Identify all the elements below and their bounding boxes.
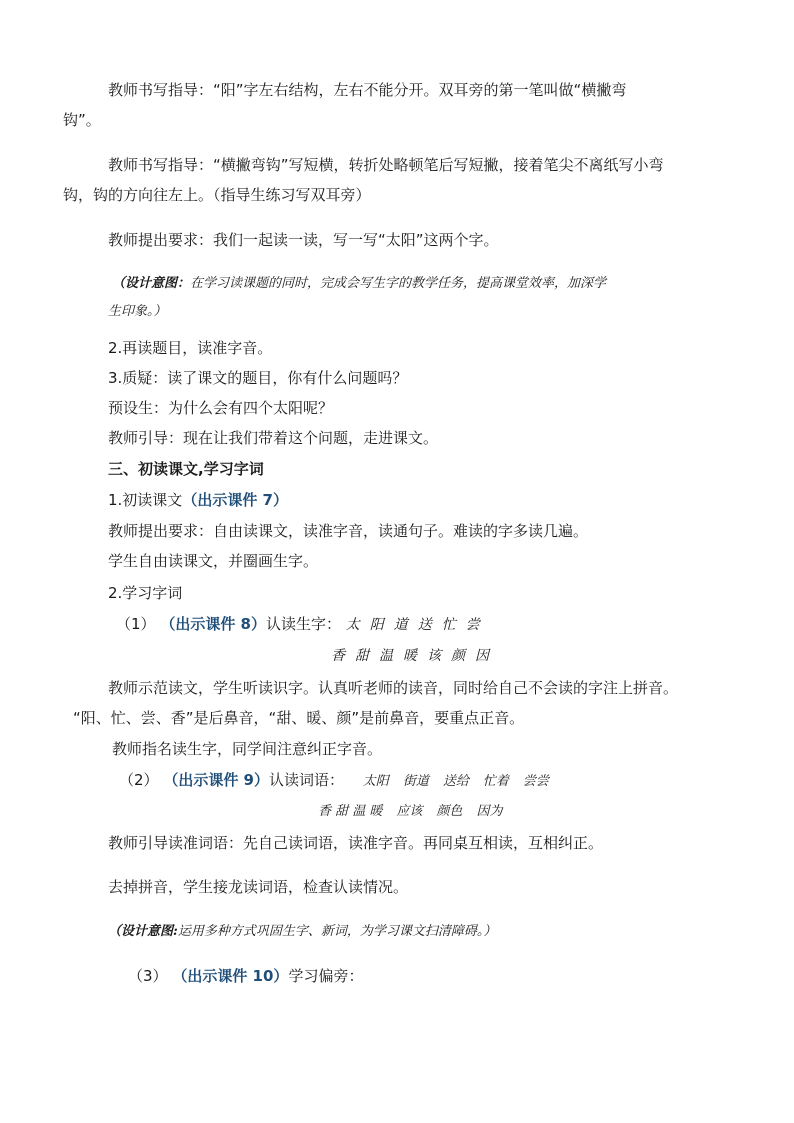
paragraph-line: “阳、忙、尝、香”是后鼻音，“甜、暖、颜”是前鼻音，要重点正音。 xyxy=(73,709,525,727)
paragraph-line: 教师引导读准词语：先自己读词语，读准字音。再同桌互相读，互相纠正。 xyxy=(108,834,604,852)
item-line xyxy=(119,770,563,792)
step-line: 3.质疑：读了课文的题目，你有什么问题吗？ xyxy=(108,369,408,387)
paragraph-line: 教师示范读文，学生听读识字。认真听老师的读音，同时给自己不会读的字注上拼音。 xyxy=(108,679,679,697)
character-list: 太阳道送忙尝 xyxy=(345,617,490,633)
step-line xyxy=(108,490,288,510)
paragraph-line: 去掉拼音，学生接龙读词语，检查认读情况。 xyxy=(108,878,409,896)
paragraph-line: 学生自由读课文，并圈画生字。 xyxy=(108,552,319,570)
item-label: 认读词语： xyxy=(269,771,345,789)
item-label: 学习偏旁： xyxy=(288,967,364,985)
word-list xyxy=(363,774,563,789)
design-intent-text: 在学习读课题的同时，完成会写生字的教学任务，提高课堂效率，加深学 xyxy=(190,276,607,291)
word: 送给 xyxy=(442,774,469,789)
paragraph-line: 钩”。 xyxy=(63,111,101,129)
word: 香 甜 温 暖 xyxy=(318,804,383,819)
item-line xyxy=(128,966,363,986)
courseware-reference: （出示课件 10） xyxy=(172,967,289,985)
word-list xyxy=(318,802,516,822)
design-intent-text: 运用多种方式巩固生字、新词，为学习课文扫清障碍。） xyxy=(177,924,497,939)
step-line: 2.学习字词 xyxy=(108,584,183,602)
paragraph-line: 钩，钩的方向往左上。（指导生练习写双耳旁） xyxy=(63,186,371,204)
paragraph-line: 教师提出要求：我们一起读一读，写一写“太阳”这两个字。 xyxy=(108,231,499,249)
word: 忙着 xyxy=(482,774,509,789)
character-list: 香甜温暖该颜因 xyxy=(331,648,499,664)
paragraph-line: 教师指名读生字，同学间注意纠正字音。 xyxy=(112,740,383,758)
paragraph-line: 教师书写指导：“阳”字左右结构，左右不能分开。双耳旁的第一笔叫做“横撇弯 xyxy=(108,81,627,99)
word: 应该 xyxy=(396,804,423,819)
design-intent-note xyxy=(108,920,496,942)
courseware-reference: （出示课件 7） xyxy=(182,491,288,509)
step-text: 1.初读课文 xyxy=(108,491,183,509)
item-number: （2） xyxy=(119,771,159,789)
design-intent-note xyxy=(112,272,606,294)
courseware-reference: （出示课件 8） xyxy=(160,615,266,633)
item-number: （1） xyxy=(116,615,156,633)
word: 街道 xyxy=(402,774,429,789)
design-intent-text: 生印象。） xyxy=(108,304,167,319)
paragraph-line: 教师书写指导：“横撇弯钩”写短横，转折处略顿笔后写短撇，接着笔尖不离纸写小弯 xyxy=(108,156,664,174)
paragraph-line: 预设生：为什么会有四个太阳呢？ xyxy=(108,399,334,417)
design-intent-label: （设计意图: xyxy=(108,924,178,939)
courseware-reference: （出示课件 9） xyxy=(163,771,269,789)
word: 颜色 xyxy=(436,804,463,819)
step-line: 2.再读题目，读准字音。 xyxy=(108,339,273,357)
item-number: （3） xyxy=(128,967,168,985)
item-label: 认读生字： xyxy=(266,615,342,633)
section-heading: 三、初读课文,学习字词 xyxy=(108,460,264,478)
word: 太阳 xyxy=(362,774,389,789)
paragraph-line: 教师提出要求：自由读课文，读准字音，读通句子。难读的字多读几遍。 xyxy=(108,522,589,540)
design-intent-label: （设计意图： xyxy=(112,276,191,291)
paragraph-line: 教师引导：现在让我们带着这个问题，走进课文。 xyxy=(108,429,439,447)
word: 尝尝 xyxy=(522,774,549,789)
item-line xyxy=(116,614,490,635)
word: 因为 xyxy=(476,804,503,819)
